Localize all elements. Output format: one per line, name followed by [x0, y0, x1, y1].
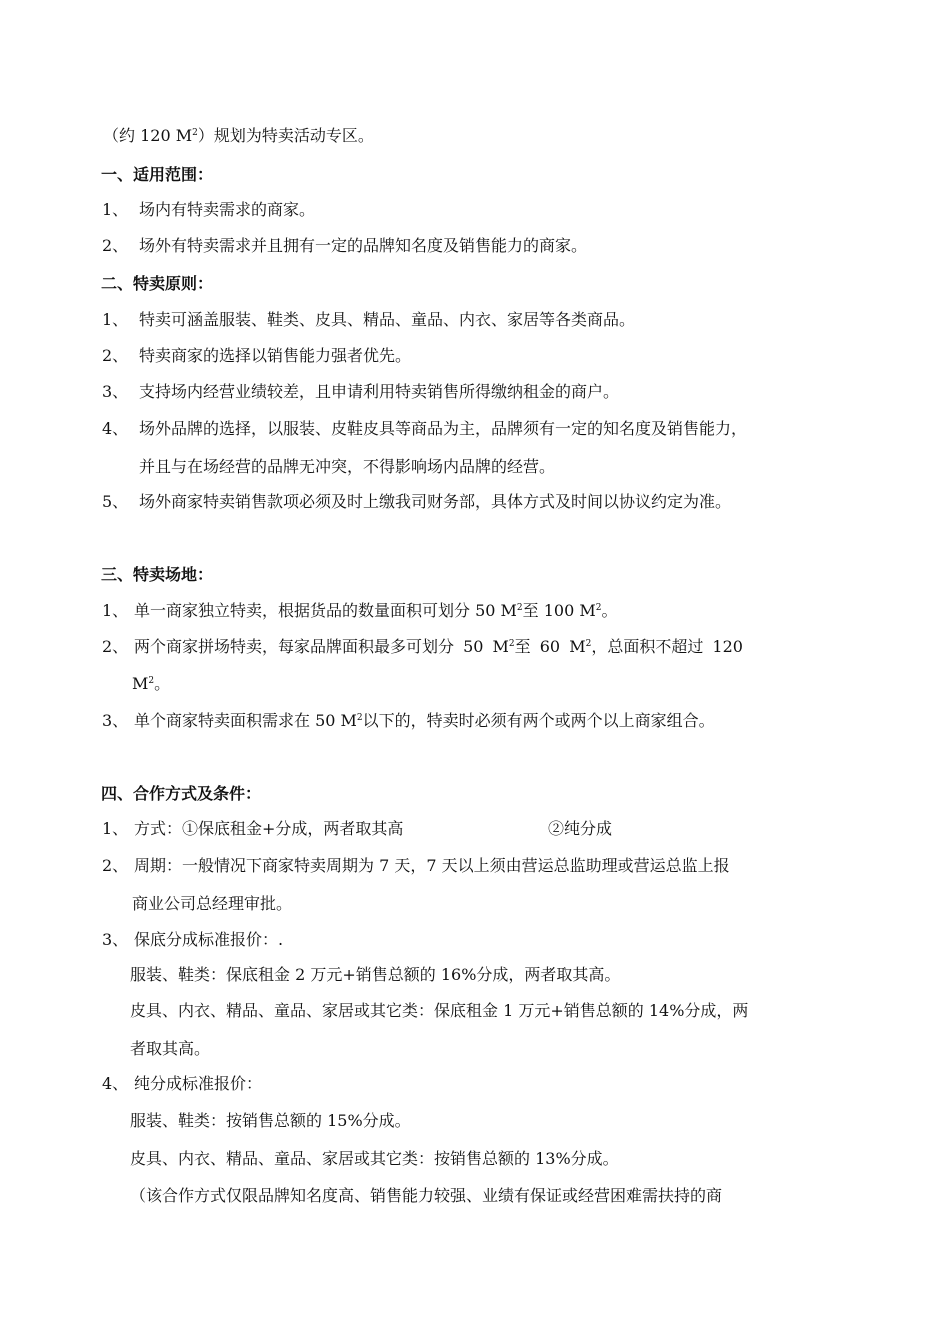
item-number: 2、 — [102, 346, 129, 365]
text-part: ，总面积不超过 120 — [591, 637, 743, 656]
intro-line — [103, 125, 374, 147]
superscript: 2 — [585, 639, 592, 649]
text-part: 。 — [601, 601, 618, 620]
item-number: 1、 — [102, 819, 129, 838]
intro-text-b: ）规划为特卖活动专区。 — [197, 126, 374, 145]
item-number: 5、 — [102, 492, 129, 511]
list-item — [102, 1073, 263, 1095]
list-item — [102, 636, 743, 658]
superscript: 2 — [508, 639, 515, 649]
list-item — [102, 600, 618, 622]
item-number: 2、 — [102, 637, 129, 656]
item-text: 场外有特卖需求并且拥有一定的品牌知名度及销售能力的商家。 — [139, 236, 588, 255]
item-text: 周期：一般情况下商家特卖周期为 7 天，7 天以上须由营运总监助理或营运总监上报 — [134, 856, 730, 875]
intro-text-a: （约 120 M — [103, 126, 193, 145]
section-heading-principles: 二、特卖原则： — [101, 274, 214, 293]
item-number: 2、 — [102, 856, 129, 875]
item-text: 纯分成标准报价： — [134, 1074, 263, 1093]
item-text — [134, 636, 743, 658]
superscript: 2 — [148, 676, 155, 686]
item-number: 1、 — [102, 200, 129, 219]
item-number: 4、 — [102, 419, 129, 438]
section-heading-cooperation: 四、合作方式及条件： — [101, 784, 262, 803]
superscript: 2 — [516, 603, 523, 613]
list-item — [102, 235, 588, 257]
section-heading-scope: 一、适用范围： — [101, 165, 214, 184]
sub-paragraph: （该合作方式仅限品牌知名度高、销售能力较强、业绩有保证或经营困难需扶持的商 — [130, 1186, 723, 1205]
item-text: 支持场内经营业绩较差，且申请利用特卖销售所得缴纳租金的商户。 — [139, 382, 620, 401]
list-item-continuation: 商业公司总经理审批。 — [132, 894, 293, 913]
text-part: 以下的，特卖时必须有两个或两个以上商家组合。 — [362, 711, 715, 730]
list-item — [102, 381, 620, 403]
list-item — [102, 309, 636, 331]
item-text-option-2: ②纯分成 — [548, 819, 613, 838]
list-item — [102, 491, 732, 513]
item-number: 1、 — [102, 310, 129, 329]
item-number: 2、 — [102, 236, 129, 255]
list-item — [102, 418, 748, 440]
superscript: 2 — [356, 713, 363, 723]
item-text: 特卖商家的选择以销售能力强者优先。 — [139, 346, 412, 365]
text-part: 。 — [154, 674, 171, 693]
text-part: 至 60 M — [514, 637, 586, 656]
sub-paragraph: 皮具、内衣、精品、童品、家居或其它类：按销售总额的 13%分成。 — [130, 1149, 619, 1168]
text-part: 至 100 M — [522, 601, 596, 620]
sub-paragraph: 皮具、内衣、精品、童品、家居或其它类：保底租金 1 万元+销售总额的 14%分成，两 — [130, 1001, 749, 1020]
item-number: 3、 — [102, 382, 129, 401]
text-part: M — [132, 674, 149, 693]
item-text: 场外商家特卖销售款项必须及时上缴我司财务部，具体方式及时间以协议约定为准。 — [139, 492, 732, 511]
text-part: 两个商家拼场特卖，每家品牌面积最多可划分 50 M — [134, 637, 509, 656]
list-item — [102, 818, 613, 840]
item-text: 方式：①保底租金+分成，两者取其高 — [134, 819, 404, 838]
superscript: 2 — [192, 128, 198, 138]
item-number: 3、 — [102, 711, 129, 730]
list-item — [102, 199, 316, 221]
list-item-continuation — [132, 673, 170, 695]
list-item — [102, 929, 284, 951]
item-text: 特卖可涵盖服装、鞋类、皮具、精品、童品、内衣、家居等各类商品。 — [139, 310, 636, 329]
item-text: 场外品牌的选择，以服装、皮鞋皮具等商品为主，品牌须有一定的知名度及销售能力， — [139, 419, 748, 438]
sub-paragraph: 服装、鞋类：按销售总额的 15%分成。 — [130, 1111, 411, 1130]
list-item — [102, 345, 412, 367]
superscript: 2 — [595, 603, 602, 613]
sub-paragraph: 者取其高。 — [130, 1039, 211, 1058]
text-part: 单个商家特卖面积需求在 50 M — [134, 711, 357, 730]
item-text — [134, 600, 618, 622]
item-text: 保底分成标准报价：. — [134, 930, 284, 949]
item-number: 4、 — [102, 1074, 129, 1093]
item-number: 3、 — [102, 930, 129, 949]
section-heading-venue: 三、特卖场地： — [101, 565, 214, 584]
item-number: 1、 — [102, 601, 129, 620]
item-text: 场内有特卖需求的商家。 — [139, 200, 316, 219]
list-item — [102, 855, 730, 877]
list-item-continuation: 并且与在场经营的品牌无冲突，不得影响场内品牌的经营。 — [139, 457, 556, 476]
list-item — [102, 710, 715, 732]
text-part: 单一商家独立特卖，根据货品的数量面积可划分 50 M — [134, 601, 517, 620]
item-text — [134, 710, 715, 732]
sub-paragraph: 服装、鞋类：保底租金 2 万元+销售总额的 16%分成，两者取其高。 — [130, 965, 621, 984]
